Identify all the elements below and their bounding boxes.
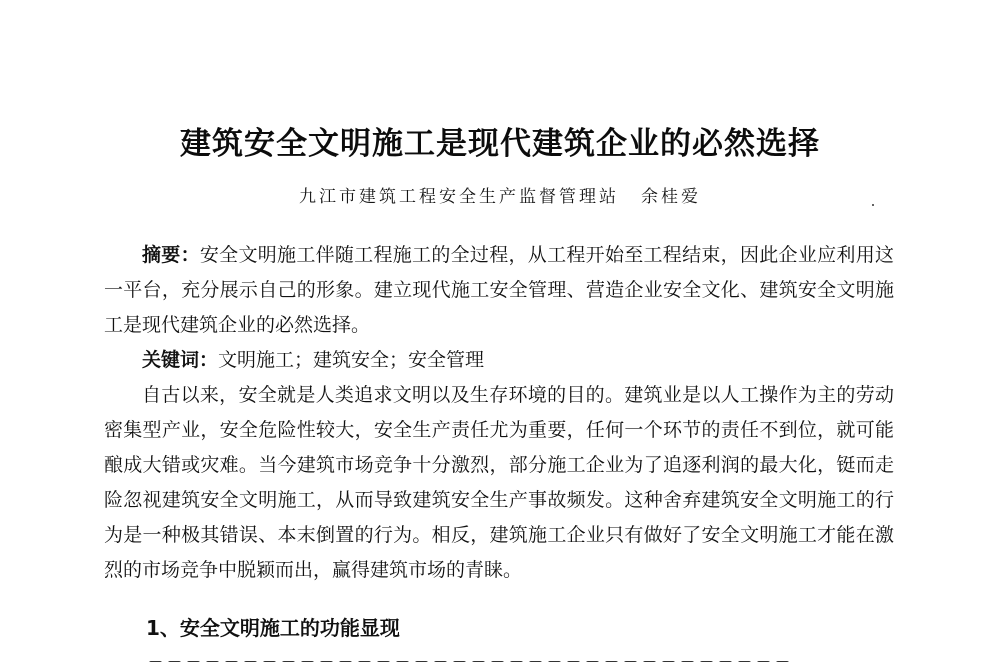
keywords-text: 文明施工；建筑安全；安全管理 bbox=[218, 349, 485, 371]
keywords-label: 关键词： bbox=[142, 349, 219, 371]
scan-speck bbox=[872, 204, 874, 206]
abstract-label: 摘要： bbox=[142, 244, 200, 266]
author-name: 余桂爱 bbox=[641, 187, 701, 207]
cropped-text-line bbox=[146, 650, 806, 662]
intro-paragraph: 自古以来，安全就是人类追求文明以及生存环境的目的。建筑业是以人工操作为主的劳动密集型产业，安全危险性较大，安全生产责任尤为重要，任何一个环节的责任不到位，就可能酿成大错或灾难。当今建筑市场竞争十分激烈，部分施工企业为了追逐利润的最大化，铤而走险忽视建筑安全文明施工，从而导致建筑安全生产事故频发。这种舍弃建筑安全文明施工的行为是一种极其错误、本末倒置的行为。相反，建筑施工企业只有做好了安全文明施工才能在激烈的市场竞争中脱颖而出，赢得建筑市场的青睐。 bbox=[104, 384, 894, 581]
abstract bbox=[104, 238, 894, 343]
author-affiliation: 九江市建筑工程安全生产监督管理站 bbox=[299, 187, 619, 207]
author-line bbox=[0, 182, 1000, 207]
keywords bbox=[104, 343, 894, 378]
paper-title: 建筑安全文明施工是现代建筑企业的必然选择 bbox=[180, 126, 820, 162]
abstract-text: 安全文明施工伴随工程施工的全过程，从工程开始至工程结束，因此企业应利用这一平台，充分展示自己的形象。建立现代施工安全管理、营造企业安全文化、建筑安全文明施工是现代建筑企业的必然选择。 bbox=[104, 244, 894, 336]
paper-body bbox=[104, 238, 894, 588]
section-heading: 1、安全文明施工的功能显现 bbox=[146, 616, 400, 640]
